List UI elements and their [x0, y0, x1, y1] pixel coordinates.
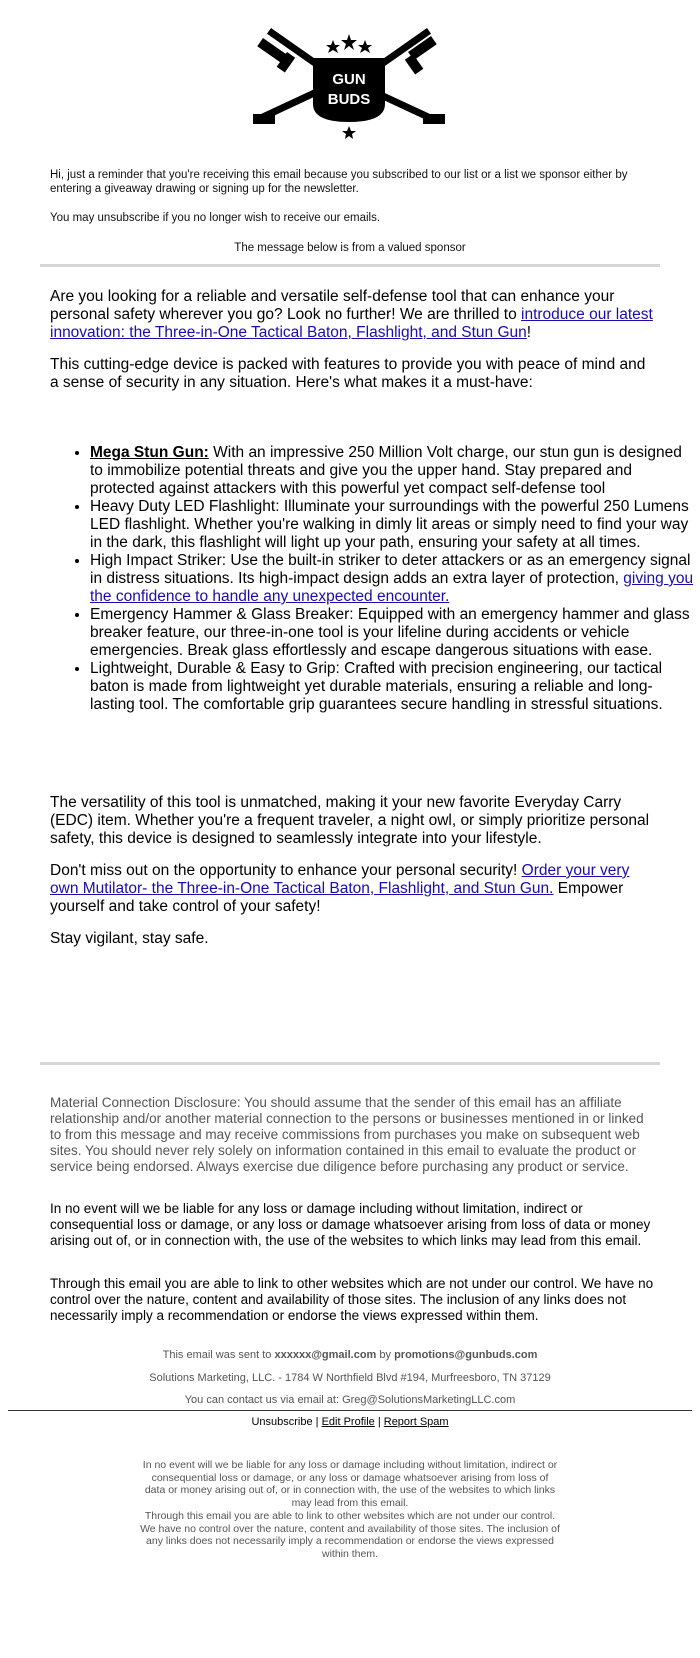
- edit-profile-link[interactable]: Edit Profile: [321, 1416, 375, 1428]
- logo-text-buds: BUDS: [327, 91, 371, 108]
- company-address: Solutions Marketing, LLC. - 1784 W Northfield Blvd #194, Murfreesboro, TN 37129: [149, 1372, 551, 1384]
- report-spam-link[interactable]: Report Spam: [383, 1416, 449, 1428]
- list-item: [90, 498, 695, 552]
- list-item: [90, 660, 695, 714]
- gun-buds-logo: [253, 18, 445, 140]
- links-disclaimer: Through this email you are able to link to other websites which are not under our control. We have no control over the nature, content and availability of those sites. The inclusion of any links does not necessarily imply a recommendation or endorse the views expressed within them.: [50, 1276, 654, 1323]
- cta-end: Empower yourself and take control of your safety!: [50, 880, 624, 915]
- recipient-email: xxxxxx@gmail.com: [274, 1349, 377, 1361]
- intro-text: Are you looking for a reliable and versatile self-defense tool that can enhance your personal safety wherever you go? Look no further! We are thrilled to: [50, 288, 615, 323]
- material-disclosure: Material Connection Disclosure: You should assume that the sender of this email has an affiliate relationship and/or another material connection to the persons or businesses mentioned in or linked to from this message and may receive commissions from purchases you make on subsequent web sites. You should never rely solely on information contained in this email to evaluate the product or service being endorsed. Always exercise due diligence before purchasing any product or service.: [50, 1095, 644, 1174]
- feature-text: Heavy Duty LED Flashlight: Illuminate your surroundings with the powerful 250 Lumens LED flashlight. Whether you're walking in dimly lit areas or simply need to find your way in the dark, this flashlight will light up your path, ensuring your safety at all times.: [90, 498, 689, 551]
- legal-links: Through this email you are able to link to other websites which are not under our control. We have no control over the nature, content and availability of those sites. The inclusion of any links does not necessarily imply a recommendation or endorse the views expressed within them.: [140, 1510, 560, 1560]
- sponsor-notice: The message below is from a valued sponsor: [234, 242, 466, 254]
- feature-text: Emergency Hammer & Glass Breaker: Equipped with an emergency hammer and glass breaker feature, our three-in-one tool is your lifeline during accidents or vehicle emergencies. Break glass effortlessly and escape dangerous situations with ease.: [90, 606, 690, 659]
- footer-divider: [8, 1410, 692, 1411]
- liability-disclaimer: In no event will we be liable for any loss or damage including without limitation, indirect or consequential loss or damage, or any loss or damage whatsoever arising from loss of data or money arising out of, or in connection with, the use of the websites to which links may lead from this email.: [50, 1201, 651, 1248]
- sender-email: promotions@gunbuds.com: [394, 1349, 538, 1361]
- logo-text-gun: GUN: [332, 71, 366, 88]
- sent-to-line: [0, 1349, 700, 1362]
- contact-line: You can contact us via email at: Greg@SolutionsMarketingLLC.com: [184, 1394, 516, 1406]
- sent-by: by: [376, 1349, 395, 1361]
- separator: |: [374, 1416, 384, 1428]
- stun-gun-link[interactable]: Mega Stun Gun:: [90, 444, 209, 461]
- paragraph-intro: [50, 288, 655, 342]
- paragraph-cta: [50, 862, 655, 916]
- sent-prefix: This email was sent to: [162, 1349, 275, 1361]
- order-link[interactable]: Order your very own Mutilator- the Three-in-One Tactical Baton, Flashlight, and Stun Gun.: [50, 862, 630, 897]
- intro-end: !: [526, 324, 532, 341]
- legal-liability: In no event will we be liable for any loss or damage including without limitation, indirect or consequential loss or damage, or any loss or damage whatsoever arising from loss of data or money arising out of, or in connection with, the use of the websites to which links may lead from this email.: [142, 1459, 558, 1509]
- paragraph-features-lead: This cutting-edge device is packed with features to provide you with peace of mind and a sense of security in any situation. Here's what makes it a must-have:: [50, 356, 646, 391]
- divider: [40, 1062, 660, 1065]
- paragraph-versatility: The versatility of this tool is unmatched, making it your new favorite Everyday Carry (EDC) item. Whether you're a frequent traveler, a night owl, or simply prioritize personal safety, this device is designed to seamlessly integrate into your lifestyle.: [50, 794, 650, 847]
- divider: [40, 264, 660, 267]
- list-item: [90, 444, 695, 498]
- cta-text: Don't miss out on the opportunity to enhance your personal security!: [50, 862, 522, 879]
- list-item: [90, 606, 695, 660]
- paragraph-signoff: Stay vigilant, stay safe.: [50, 930, 209, 947]
- feature-text: With an impressive 250 Million Volt charge, our stun gun is designed to immobilize potential threats and give you the upper hand. Stay prepared and protected against attackers with this powerful yet compact self-defense tool: [90, 444, 682, 497]
- subscription-notice: Hi, just a reminder that you're receiving this email because you subscribed to our list or a list we sponsor either by entering a giveaway drawing or signing up for the newsletter.: [50, 169, 628, 195]
- list-item: [90, 552, 695, 606]
- confidence-link[interactable]: giving you the confidence to handle any unexpected encounter.: [90, 570, 694, 605]
- footer-links: [0, 1416, 700, 1429]
- feature-list: [50, 444, 695, 714]
- feature-text: High Impact Striker: Use the built-in striker to deter attackers or as an emergency signal in distress situations. Its high-impact design adds an extra layer of protection,: [90, 552, 691, 587]
- separator: |: [312, 1416, 322, 1428]
- feature-text: Lightweight, Durable & Easy to Grip: Crafted with precision engineering, our tactical baton is made from lightweight yet durable materials, ensuring a reliable and long-lasting tool. The comfortable grip guarantees secure handling in stressful situations.: [90, 660, 663, 713]
- introduce-link[interactable]: introduce our latest innovation: the Three-in-One Tactical Baton, Flashlight, and Stun Gun: [50, 306, 653, 341]
- unsubscribe-label[interactable]: Unsubscribe: [251, 1416, 313, 1428]
- unsubscribe-notice: You may unsubscribe if you no longer wish to receive our emails.: [50, 212, 381, 224]
